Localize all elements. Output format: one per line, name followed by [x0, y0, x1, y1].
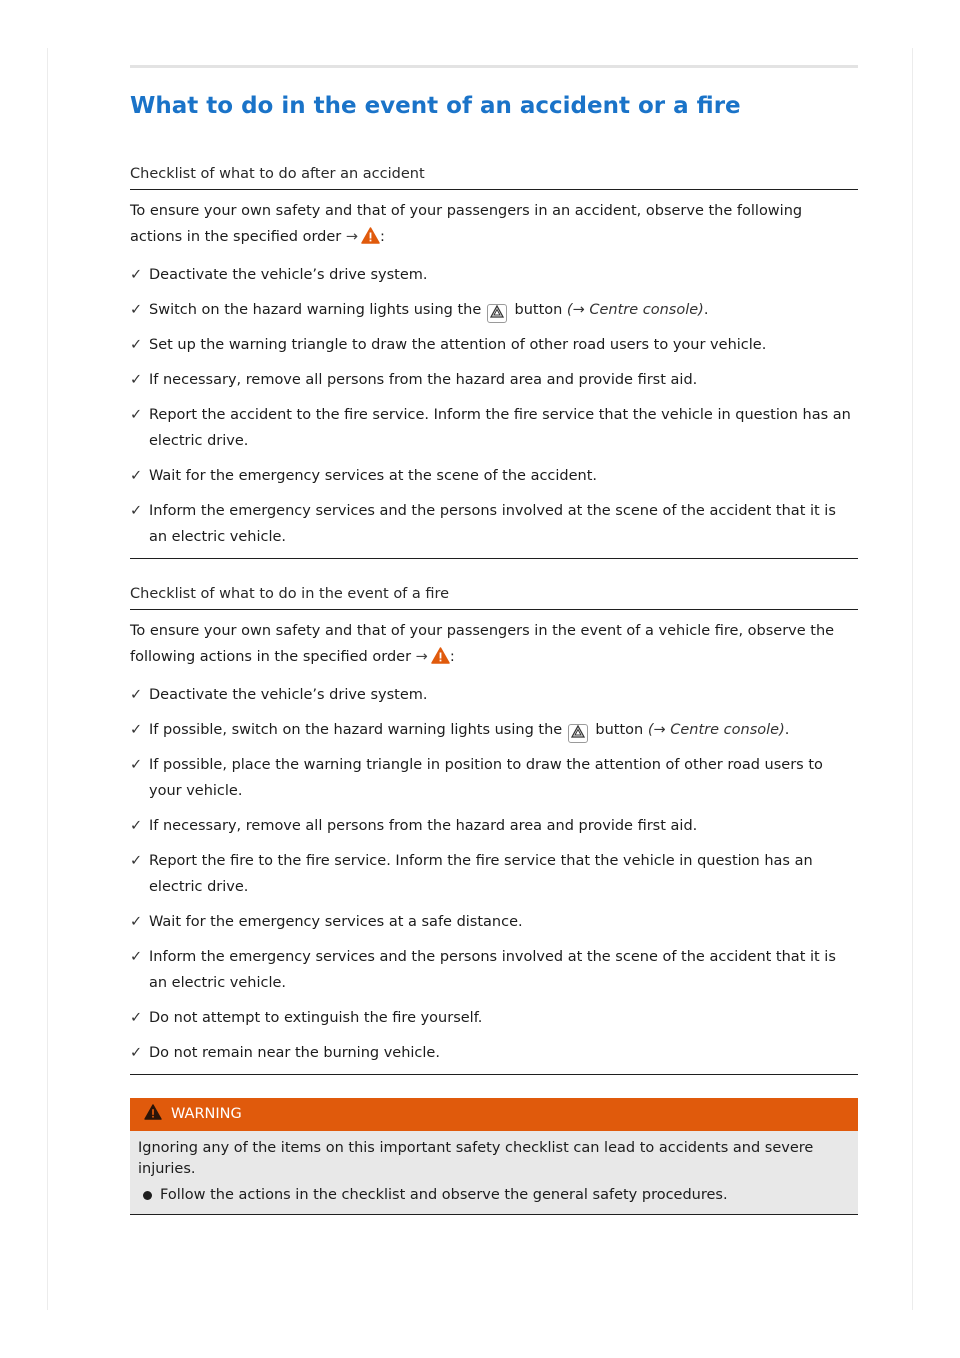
list-item	[130, 332, 858, 358]
check-mark-icon: ✓	[130, 914, 143, 930]
check-mark-icon: ✓	[130, 853, 143, 869]
check-mark-icon: ✓	[130, 468, 143, 484]
list-item	[130, 909, 858, 935]
check-mark-icon: ✓	[130, 302, 143, 318]
list-item-end: .	[784, 722, 790, 738]
warning-text: Ignoring any of the items on this important safety checklist can lead to accidents and severe injuries.	[138, 1140, 814, 1177]
check-mark-icon: ✓	[130, 267, 143, 283]
list-item-text: Wait for the emergency services at a safe distance.	[149, 914, 523, 930]
accident-intro-text: To ensure your own safety and that of your passengers in an accident, observe the following actions in the specified order	[130, 203, 803, 245]
check-mark-icon: ✓	[130, 407, 143, 423]
hazard-warning-button-icon	[568, 724, 588, 743]
fire-intro-colon: :	[449, 649, 455, 665]
fire-intro-text: To ensure your own safety and that of your passengers in the event of a vehicle fire, observe the following actions in the specified order	[130, 623, 835, 665]
warning-triangle-icon[interactable]	[431, 647, 450, 673]
page-margin-right	[912, 48, 913, 1310]
list-item	[130, 297, 858, 323]
list-item-text: Report the fire to the fire service. Inform the fire service that the vehicle in question has an electric drive.	[149, 853, 813, 895]
list-item-text: Do not attempt to extinguish the fire yourself.	[149, 1010, 483, 1026]
check-mark-icon: ✓	[130, 1045, 143, 1061]
warning-triangle-icon[interactable]	[361, 227, 380, 253]
check-mark-icon: ✓	[130, 337, 143, 353]
check-mark-icon: ✓	[130, 722, 143, 738]
list-item	[130, 1040, 858, 1066]
check-mark-icon: ✓	[130, 949, 143, 965]
check-mark-icon: ✓	[130, 1010, 143, 1026]
list-item-text: Set up the warning triangle to draw the attention of other road users to your vehicle.	[149, 337, 767, 353]
list-item	[130, 498, 858, 550]
cross-reference-link[interactable]: (→ Centre console)	[647, 722, 785, 738]
section-divider	[130, 550, 858, 559]
fire-intro	[130, 618, 858, 673]
list-item	[130, 752, 858, 804]
warning-label: WARNING	[171, 1106, 242, 1122]
list-item-end: .	[703, 302, 709, 318]
warning-triangle-icon	[144, 1100, 162, 1133]
accident-checklist-heading: Checklist of what to do after an accident	[130, 164, 858, 190]
list-item-text: button	[595, 722, 644, 738]
arrow-right-icon: →	[415, 649, 428, 665]
list-item-text: Deactivate the vehicle’s drive system.	[149, 687, 428, 703]
warning-box	[130, 1098, 858, 1215]
arrow-right-icon: →	[345, 229, 359, 245]
list-item-text: Report the accident to the fire service. Inform the fire service that the vehicle in question has an electric drive.	[149, 407, 851, 449]
accident-intro-colon: :	[380, 229, 385, 245]
list-item-text: If possible, place the warning triangle in position to draw the attention of other road users to your vehicle.	[149, 757, 823, 799]
list-item-text: Deactivate the vehicle’s drive system.	[149, 267, 428, 283]
accident-checklist	[130, 164, 858, 559]
list-item	[130, 402, 858, 454]
warning-bullet-text: Follow the actions in the checklist and observe the general safety procedures.	[160, 1187, 728, 1203]
page-title: What to do in the event of an accident or a fire	[130, 93, 741, 119]
list-item-text: Switch on the hazard warning lights using the	[149, 302, 482, 318]
list-item	[130, 682, 858, 708]
fire-checklist-heading: Checklist of what to do in the event of a fire	[130, 584, 858, 610]
list-item	[130, 717, 858, 743]
list-item	[130, 944, 858, 996]
list-item-text: Inform the emergency services and the persons involved at the scene of the accident that it is an electric vehicle.	[149, 503, 836, 545]
warning-header	[130, 1098, 858, 1131]
list-item-text: Wait for the emergency services at the scene of the accident.	[149, 468, 598, 484]
accident-intro	[130, 198, 858, 253]
list-item-text: If necessary, remove all persons from the hazard area and provide first aid.	[149, 372, 698, 388]
bullet-icon	[143, 1191, 152, 1200]
section-divider	[130, 1066, 858, 1075]
hazard-warning-button-icon	[487, 304, 507, 323]
top-divider	[130, 65, 858, 68]
list-item-text: Do not remain near the burning vehicle.	[149, 1045, 440, 1061]
warning-bullet-item	[138, 1185, 848, 1206]
check-mark-icon: ✓	[130, 818, 143, 834]
check-mark-icon: ✓	[130, 757, 143, 773]
list-item	[130, 463, 858, 489]
check-mark-icon: ✓	[130, 503, 143, 519]
cross-reference-link[interactable]: (→ Centre console)	[566, 302, 704, 318]
list-item-text: Inform the emergency services and the persons involved at the scene of the accident that it is an electric vehicle.	[149, 949, 836, 991]
check-mark-icon: ✓	[130, 687, 143, 703]
list-item-text: button	[514, 302, 563, 318]
list-item	[130, 848, 858, 900]
page-margin-left	[47, 48, 48, 1310]
list-item	[130, 1005, 858, 1031]
warning-body	[130, 1131, 858, 1215]
check-mark-icon: ✓	[130, 372, 143, 388]
list-item	[130, 813, 858, 839]
list-item	[130, 367, 858, 393]
list-item	[130, 262, 858, 288]
list-item-text: If necessary, remove all persons from the hazard area and provide first aid.	[149, 818, 698, 834]
list-item-text: If possible, switch on the hazard warning lights using the	[149, 722, 563, 738]
fire-checklist	[130, 584, 858, 1075]
